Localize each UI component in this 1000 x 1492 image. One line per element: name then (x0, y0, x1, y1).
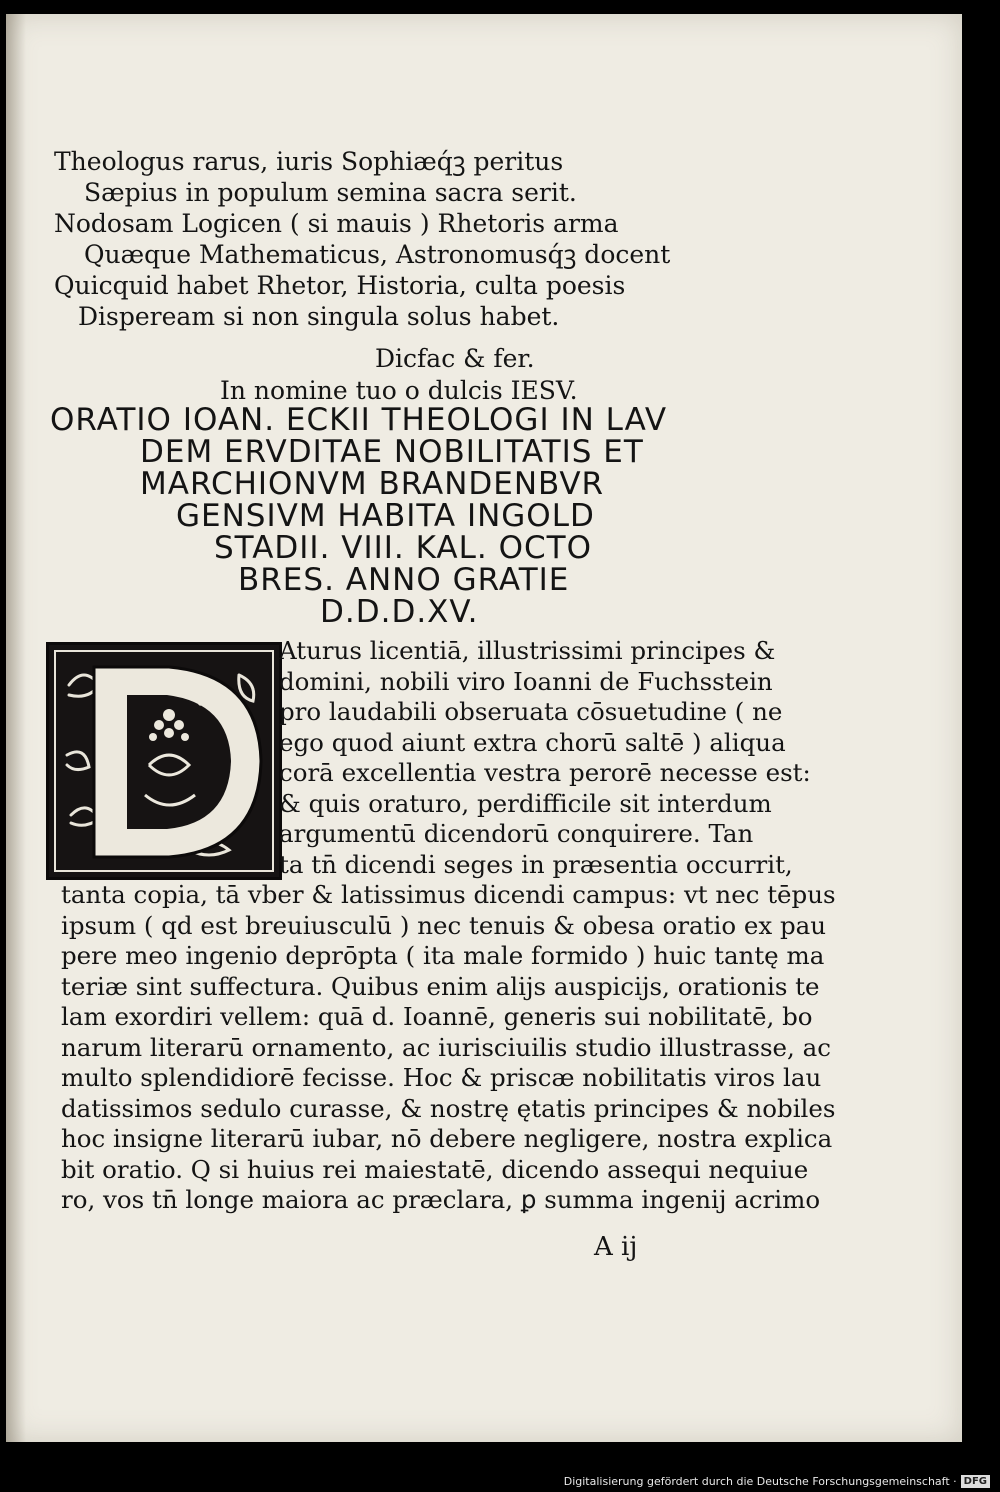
verse-line: Theologus rarus, iuris Sophiæq́ꝫ peritus (54, 147, 564, 176)
text-line: argumentū dicendorū conquirere. Tan (279, 819, 754, 848)
title-line: STADII. VIII. KAL. OCTO (214, 530, 592, 566)
title-line: BRES. ANNO GRATIE (238, 562, 570, 598)
book-page (6, 14, 962, 1442)
verse-line: Sæpius in populum semina sacra serit. (84, 178, 577, 207)
text-line: bit oratio. Q si huius rei maiestatē, dicendo assequi nequiue (61, 1154, 809, 1184)
verse-signature: Dicfac & fer. (375, 344, 535, 373)
text-line: datissimos sedulo curasse, & nostrę ętatis principes & nobiles (61, 1093, 836, 1123)
text-line: pro laudabili obseruata cōsuetudine ( ne (279, 697, 783, 726)
verse-line: Quicquid habet Rhetor, Historia, culta poesis (54, 271, 626, 300)
dfg-logo: DFG (961, 1475, 990, 1488)
text-line: ipsum ( qd est breuiusculū ) nec tenuis & obesa oratio ex pau (61, 910, 827, 940)
invocation: In nomine tuo o dulcis IESV. (220, 376, 578, 405)
verse-line: Nodosam Logicen ( si mauis ) Rhetoris arma (54, 209, 619, 238)
credit-text: Digitalisierung gefördert durch die Deutsche Forschungsgemeinschaft · (563, 1475, 957, 1488)
text-line: ro, vos tn̄ longe maiora ac præclara, ꝑ summa ingenij acrimo (61, 1185, 821, 1214)
text-line: ego quod aiunt extra chorū saltē ) aliqua (279, 727, 786, 757)
verse-line: Quæque Mathematicus, Astronomusq́ꝫ docent (84, 240, 671, 269)
title-line: GENSIVM HABITA INGOLD (176, 498, 595, 534)
text-line: Aturus licentiā, illustrissimi principes & (279, 636, 776, 665)
text-line: & quis oraturo, perdifficile sit interdum (279, 788, 772, 818)
title-line: D.D.D.XV. (320, 594, 479, 630)
title-line: DEM ERVDITAE NOBILITATIS ET (140, 434, 644, 470)
title-line: ORATIO IOAN. ECKII THEOLOGI IN LAV (50, 402, 668, 438)
text-line: teriæ sint suffectura. Quibus enim alijs auspicijs, orationis te (61, 971, 820, 1001)
dedicatory-verse (54, 146, 670, 332)
text-line: multo splendidiorē fecisse. Hoc & priscæ nobilitatis viros lau (61, 1063, 822, 1092)
text-line: hoc insigne literarū iubar, nō debere negligere, nostra explica (61, 1124, 833, 1153)
text-line: tanta copia, tā vber & latissimus dicendi campus: vt nec tēpus (61, 880, 836, 909)
verse-line: Dispeream si non singula solus habet. (78, 302, 560, 331)
text-line: corā excellentia vestra perorē necesse est: (279, 758, 811, 787)
text-line: narum literarū ornamento, ac iurisciuilis studio illustrasse, ac (61, 1032, 831, 1062)
text-line: domini, nobili viro Ioanni de Fuchsstein (279, 666, 773, 696)
oration-body (61, 636, 836, 1216)
title-line: MARCHIONVM BRANDENBVR (140, 466, 605, 502)
signature-mark: A ij (594, 1232, 638, 1262)
oration-title (50, 404, 770, 628)
text-line: ta tn̄ dicendi seges in præsentia occurrit, (279, 849, 793, 879)
digitization-credit (564, 1475, 990, 1488)
text-line: pere meo ingenio deprōpta ( ita male formido ) huic tantę ma (61, 941, 825, 970)
text-line: lam exordiri vellem: quā d. Ioannē, generis sui nobilitatē, bo (61, 1002, 813, 1031)
